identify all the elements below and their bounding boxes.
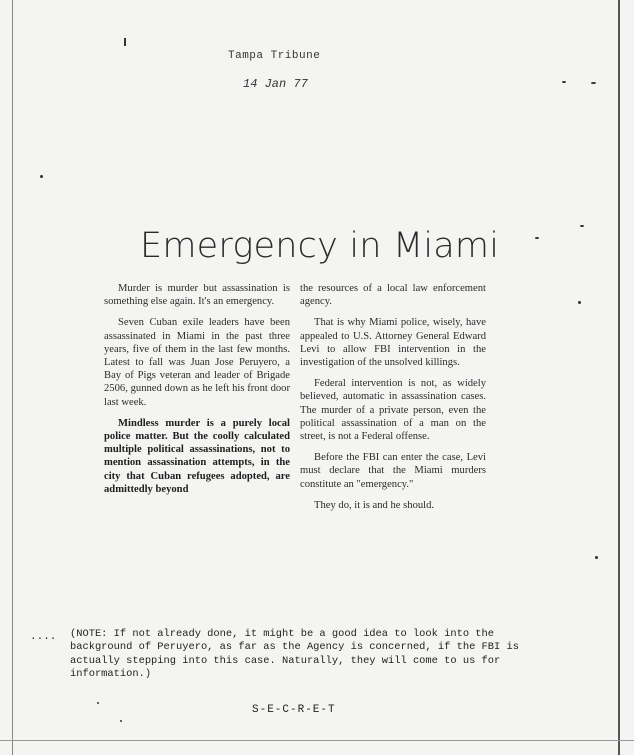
scan-border-left	[12, 0, 13, 755]
newspaper-masthead: Tampa Tribune	[228, 50, 321, 62]
note-marker: ....	[30, 631, 57, 643]
article-paragraph: Before the FBI can enter the case, Levi must declare that the Miami murders constitute an "emergency."	[300, 452, 486, 490]
scan-mark	[124, 38, 126, 46]
clipping-date: 14 Jan 77	[243, 77, 308, 91]
scan-speck	[580, 225, 584, 227]
scan-speck	[535, 237, 539, 239]
article-paragraph: That is why Miami police, wisely, have appealed to U.S. Attorney General Edward Levi to allow FBI intervention in the investigation of the unsolved killings.	[300, 317, 486, 369]
scan-speck	[562, 81, 566, 83]
scan-border-bottom	[0, 740, 634, 741]
article-paragraph: Seven Cuban exile leaders have been assassinated in Miami in the past three years, five of them in the last few months. Latest to fall was Juan Jose Peruyero, a Bay of Pigs veteran and leader of Brigade 2506, gunned down as he left his front door last week.	[104, 317, 290, 408]
scan-speck	[40, 175, 43, 178]
scan-speck	[595, 556, 598, 559]
article-paragraph: Mindless murder is a purely local police matter. But the coolly calculated multiple political assassinations, not to mention assassination attempts, in the city that Cuban refugees adopted, are admittedly beyond	[104, 417, 290, 495]
classification-marking: S-E-C-R-E-T	[252, 704, 336, 716]
scan-speck	[578, 301, 581, 304]
scan-speck	[591, 82, 596, 84]
article-paragraph: They do, it is and he should.	[314, 499, 435, 511]
article-left-column	[104, 282, 290, 504]
article-paragraph: Federal intervention is not, as widely believed, automatic in assassination cases. The murder of a private person, even the political assassination of a man on the street, is not a Federal offense.	[300, 378, 486, 443]
article-headline: Emergency in Miami	[140, 226, 500, 266]
typed-note: (NOTE: If not already done, it might be a good idea to look into the background of Peruyero, as far as the Agency is concerned, if the FBI is actually stepping into this case. Naturally, they will come to us for information.)	[70, 628, 519, 681]
scan-border-right	[618, 0, 620, 755]
article-right-column	[300, 282, 486, 520]
article-paragraph: Murder is murder but assassination is something else again. It's an emergency.	[104, 283, 290, 308]
article-paragraph: the resources of a local law enforcement agency.	[300, 283, 486, 308]
scan-speck	[120, 720, 122, 722]
scan-speck	[97, 702, 99, 704]
